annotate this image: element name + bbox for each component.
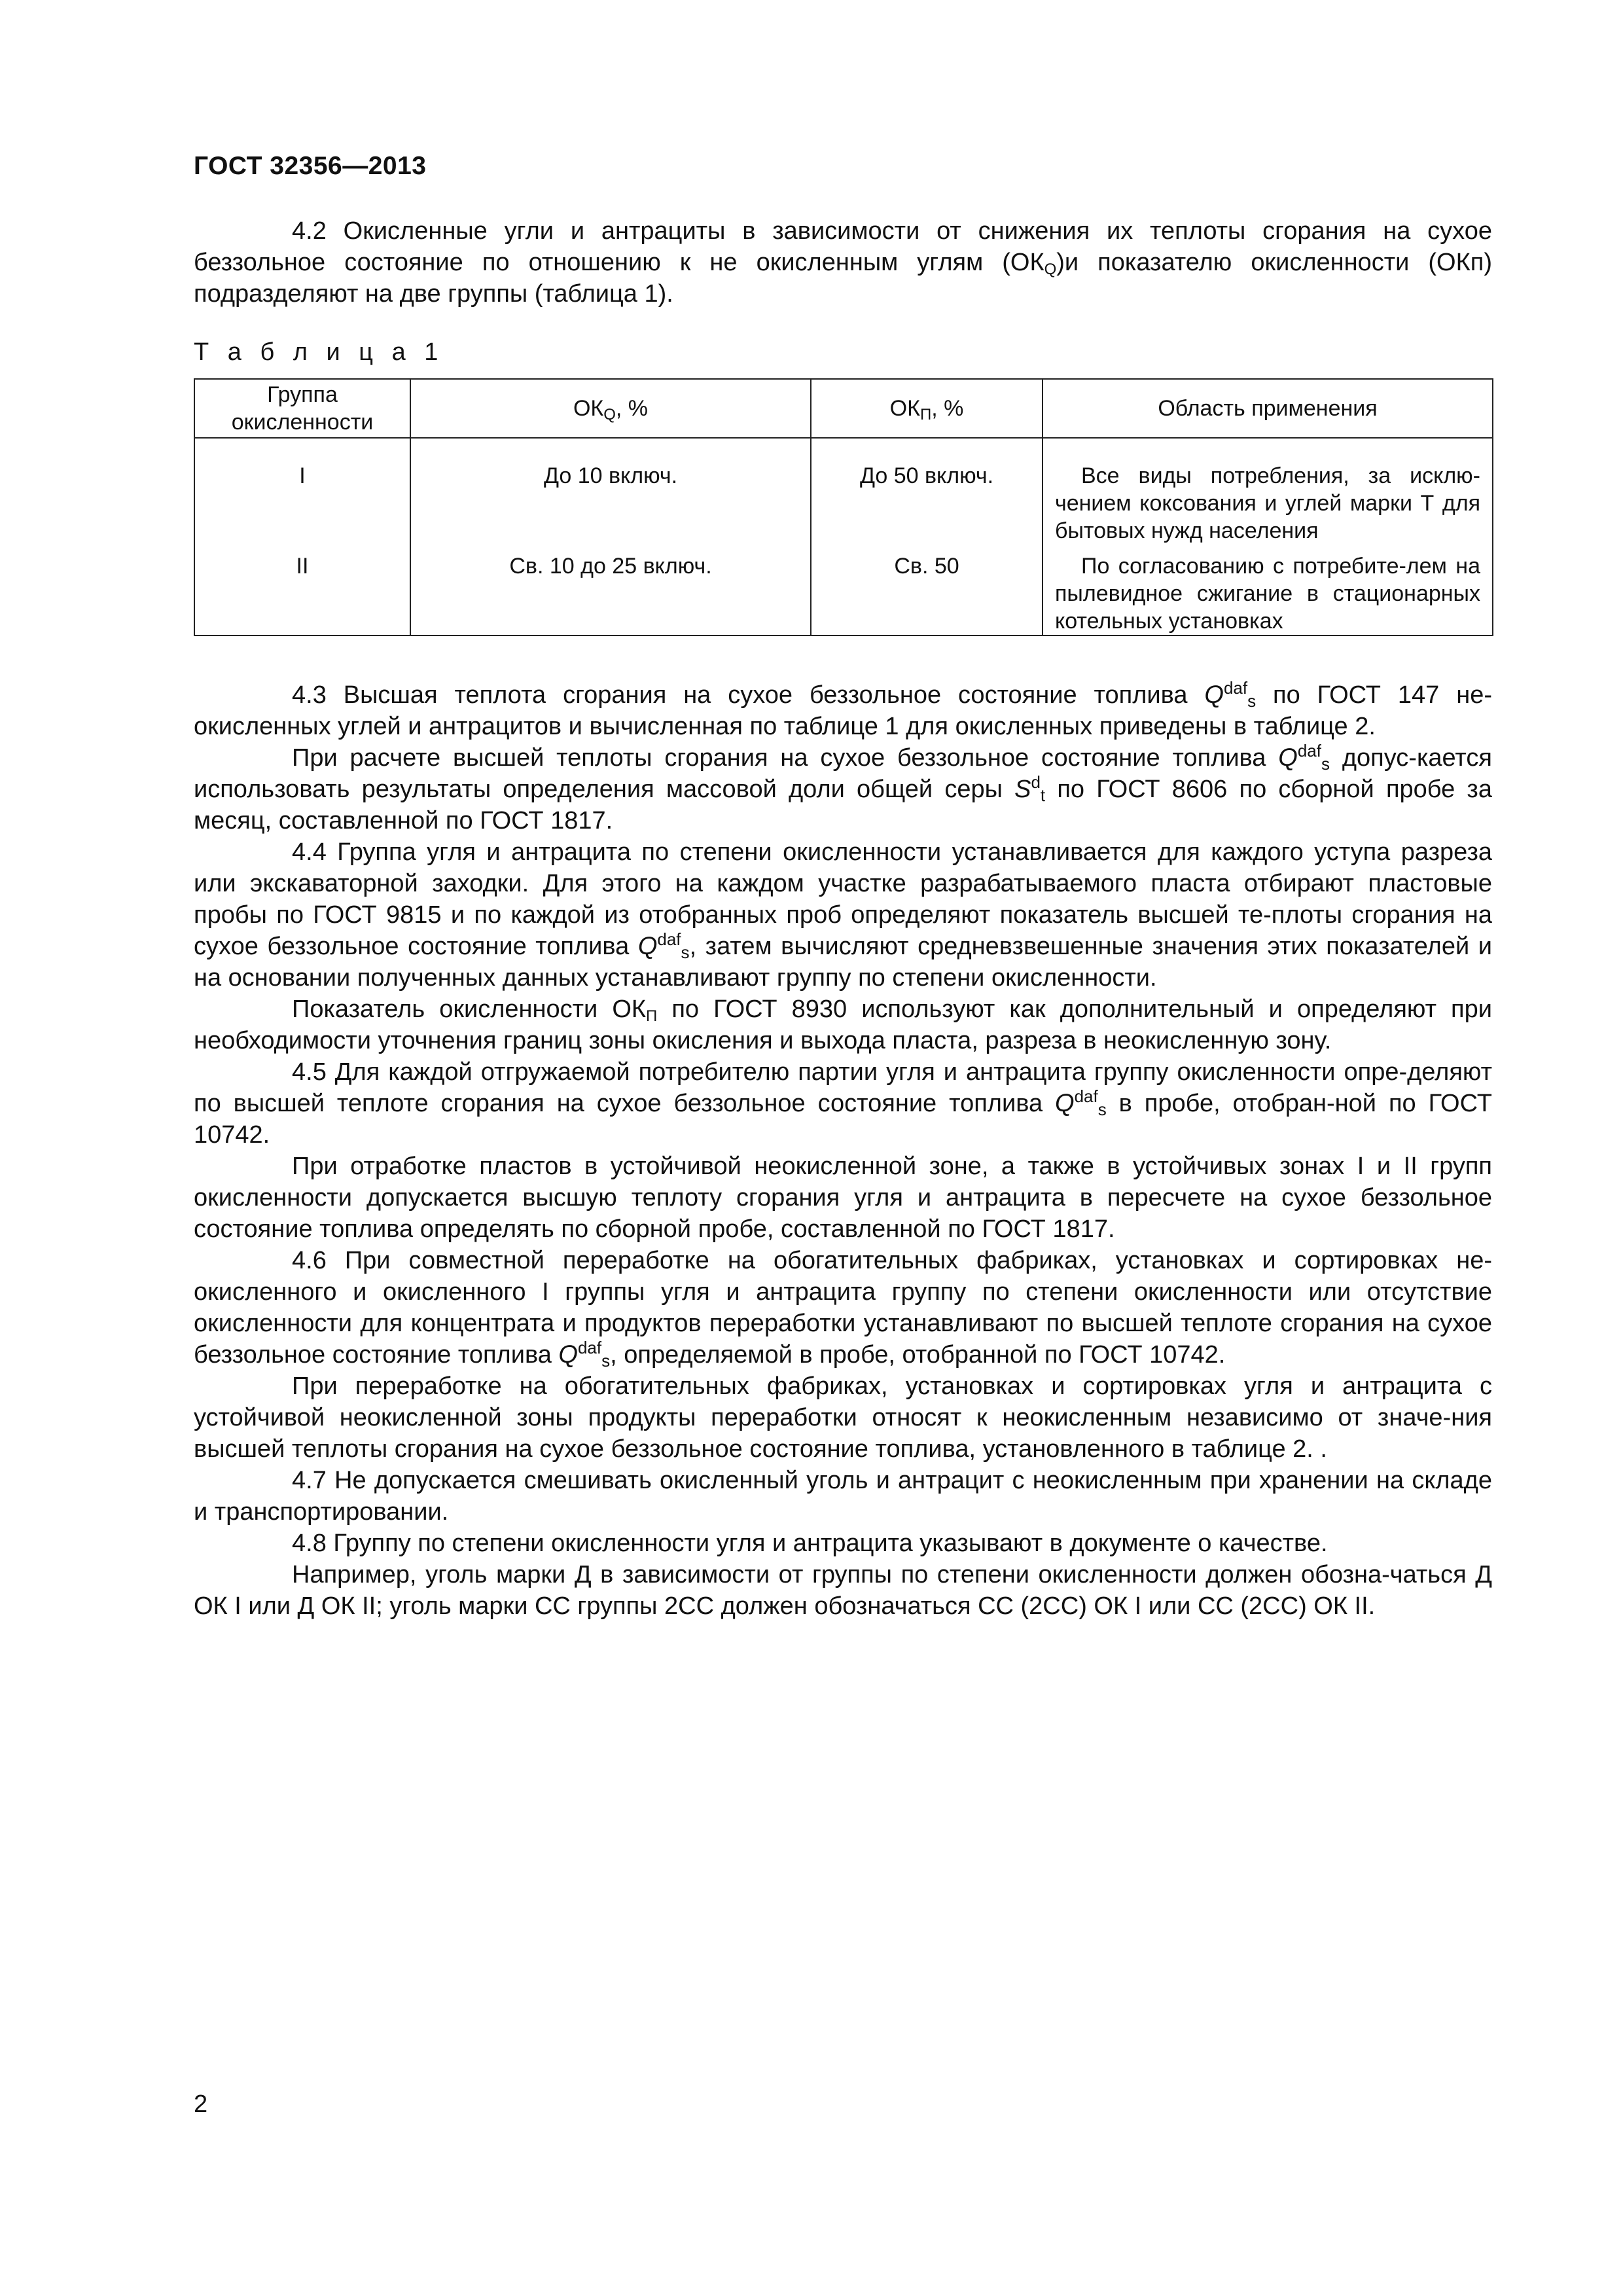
table-row	[194, 550, 1493, 636]
header-area: Область применения	[1043, 379, 1493, 438]
table-caption: Т а б л и ц а 1	[194, 338, 444, 366]
formula-qdaf-s: $Q^{daf}_s$	[1278, 741, 1330, 774]
formula-qdaf-s: $Q^{daf}_s$	[1204, 678, 1257, 711]
cell-okq: До 10 включ.	[410, 438, 811, 550]
cell-group: II	[194, 550, 410, 636]
main-body	[194, 679, 1492, 1622]
document-header: ГОСТ 32356—2013	[194, 152, 427, 180]
paragraph-4-6: 4.6 При совместной переработке на обогатительных фабриках, установках и сортировках не-окисленного и окисленного I группы угля и антрацита группу по степени окисленности или отсутствие окисленности для концентрата и продуктов переработки устанавливают по высшей теплоте сгорания на сухое беззольное состояние топлива $Q^{daf}_s$, определяемой в пробе, отобранной по ГОСТ 10742.	[194, 1247, 1492, 1371]
cell-group: I	[194, 438, 410, 550]
paragraph-4-2: 4.2 Окисленные угли и антрациты в зависимости от снижения их теплоты сгорания на сухое беззольное состояние по отношению к не окисленным углям $(ОК_Q)и$ показателю окисленности (ОКп) подразделяют на две группы (таблица 1).	[194, 217, 1492, 308]
formula-qdaf-s: $Q^{daf}_s$	[1055, 1086, 1107, 1119]
cell-okq: Св. 10 до 25 включ.	[410, 550, 811, 636]
paragraph-4-4-cont: Показатель окисленности $ОК_П$ по ГОСТ 8930 используют как дополнительный и определяют при необходимости уточнения границ зоны окисления и выхода пласта, разреза в неокисленную зону.	[194, 996, 1492, 1054]
formula-sd-t: $S^d_t$	[1014, 772, 1046, 805]
formula-qdaf-s: $Q^{daf}_s$	[637, 929, 690, 962]
paragraph-4-8: 4.8 Группу по степени окисленности угля и антрацита указывают в документе о качестве.	[292, 1530, 1328, 1557]
oxidation-groups-table	[194, 378, 1493, 636]
paragraph-4-3: 4.3 Высшая теплота сгорания на сухое беззольное состояние топлива $Q^{daf}_s$ по ГОСТ 147 не-окисленных углей и антрацитов и вычисленная по таблице 1 для окисленных приведены в таблице 2.	[194, 678, 1492, 740]
paragraph-4-4: 4.4 Группа угля и антрацита по степени окисленности устанавливается для каждого уступа разреза или экскаваторной заходки. Для этого на каждом участке разрабатываемого пласта отбирают пластовые пробы по ГОСТ 9815 и по каждой из отобранных проб определяют показатель высшей те-плоты сгорания на сухое беззольное состояние топлива $Q^{daf}_s$, затем вычисляют средневзвешенные значения этих показателей и на основании полученных данных устанавливают группу по степени окисленности.	[194, 838, 1492, 992]
cell-okp: До 50 включ.	[811, 438, 1043, 550]
paragraph-4-6-cont: При переработке на обогатительных фабриках, установках и сортировках угля и антрацита с устойчивой неокисленной зоны продукты переработки относят к неокисленным независимо от значе-ния высшей теплоты сгорания на сухое беззольное состояние топлива, установленного в таблице 2. .	[194, 1372, 1492, 1463]
cell-okp: Св. 50	[811, 550, 1043, 636]
paragraph-4-5-cont: При отработке пластов в устойчивой неокисленной зоне, а также в устойчивых зонах I и II групп окисленности допускается высшую теплоту сгорания угля и антрацита в пересчете на сухое беззольное состояние топлива определять по сборной пробе, составленной по ГОСТ 1817.	[194, 1153, 1492, 1243]
paragraph-4-7: 4.7 Не допускается смешивать окисленный уголь и антрацит с неокисленным при хранении на складе и транспортировании.	[194, 1467, 1492, 1526]
header-okp: $ОК_П$, %	[811, 379, 1043, 438]
cell-area: Все виды потребления, за исклю-чением коксования и углей марки Т для бытовых нужд населения	[1043, 438, 1493, 550]
table-header-row	[194, 379, 1493, 438]
formula-qdaf-s: $Q^{daf}_s$	[558, 1338, 611, 1371]
paragraph-4-5: 4.5 Для каждой отгружаемой потребителю партии угля и антрацита группу окисленности опре-деляют по высшей теплоте сгорания на сухое беззольное состояние топлива $Q^{daf}_s$ в пробе, отобран-ной по ГОСТ 10742.	[194, 1058, 1492, 1149]
header-okq: $ОК_Q$, %	[410, 379, 811, 438]
header-group: Группа окисленности	[194, 379, 410, 438]
paragraph-4-8-cont: Например, уголь марки Д в зависимости от группы по степени окисленности должен обозна-чаться Д ОК I или Д ОК II; уголь марки СС группы 2СС должен обозначаться СС (2СС) ОК I или СС (2СС) ОК II.	[194, 1561, 1492, 1620]
cell-area: По согласованию с потребите-лем на пылевидное сжигание в стационарных котельных установках	[1043, 550, 1493, 636]
paragraph-4-3-cont: При расчете высшей теплоты сгорания на сухое беззольное состояние топлива $Q^{daf}_s$ допус-кается использовать результаты определения массовой доли общей серы $S^d_t$ по ГОСТ 8606 по сборной пробе за месяц, составленной по ГОСТ 1817.	[194, 741, 1492, 834]
page-number: 2	[194, 2090, 208, 2118]
table-row	[194, 438, 1493, 550]
